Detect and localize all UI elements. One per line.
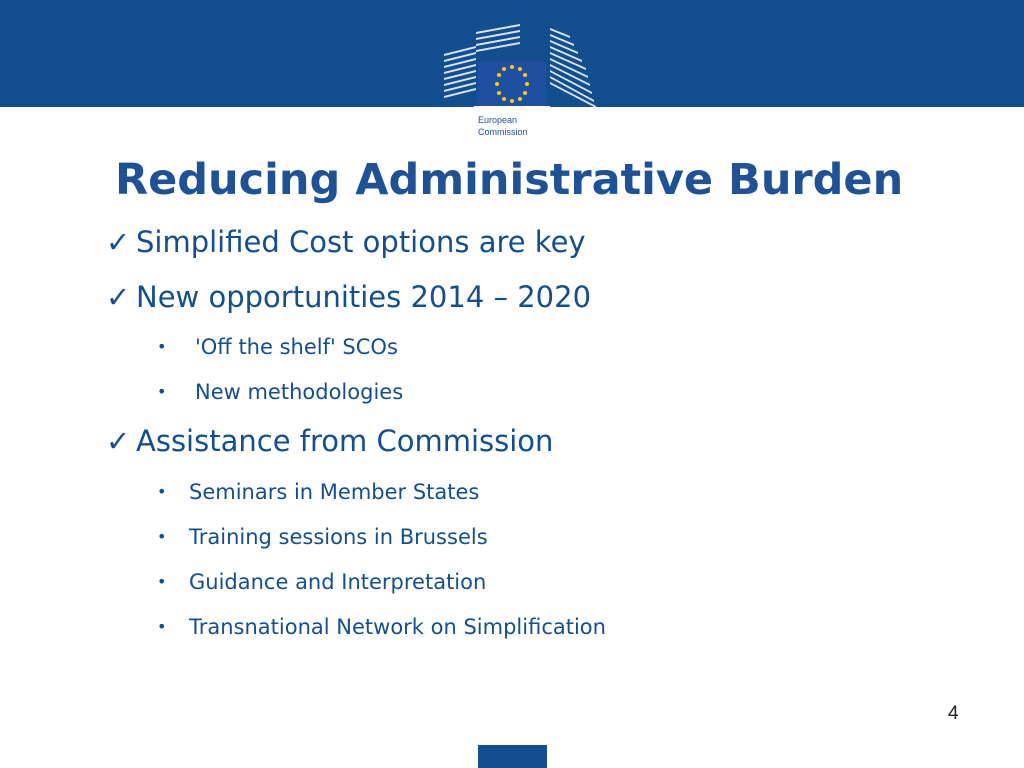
sub-bullet-item [157, 377, 403, 407]
bullet-icon: • [157, 617, 167, 636]
checklist-item [106, 222, 586, 262]
svg-text:European: European [478, 115, 518, 125]
checklist-item-text: New opportunities 2014 – 2020 [136, 280, 592, 314]
checklist-item [106, 421, 553, 461]
checklist-item-text: Assistance from Commission [136, 424, 554, 458]
sub-bullet-item [157, 522, 488, 552]
sub-bullet-text: 'Off the shelf' SCOs [195, 335, 398, 359]
sub-bullet-text: Seminars in Member States [189, 480, 480, 504]
sub-bullet-text: Guidance and Interpretation [189, 570, 487, 594]
checklist-item-text: Simplified Cost options are key [136, 225, 586, 259]
sub-bullet-text: Transnational Network on Simplification [189, 615, 606, 639]
bullet-icon: • [157, 572, 167, 591]
bullet-icon: • [157, 382, 167, 401]
sub-bullet-text: Training sessions in Brussels [189, 525, 488, 549]
checklist-item [106, 277, 591, 317]
check-icon: ✓ [106, 280, 131, 314]
bullet-icon: • [157, 337, 167, 356]
sub-bullet-item [157, 612, 606, 642]
footer-tab [478, 745, 547, 768]
page-number: 4 [948, 703, 959, 724]
bullet-icon: • [157, 527, 167, 546]
svg-text:Commission: Commission [478, 127, 528, 137]
sub-bullet-item [157, 477, 479, 507]
slide-title: Reducing Administrative Burden [115, 155, 904, 205]
eu-commission-logo [438, 22, 610, 146]
check-icon: ✓ [106, 424, 131, 458]
sub-bullet-item [157, 567, 486, 597]
bullet-icon: • [157, 482, 167, 501]
check-icon: ✓ [106, 225, 131, 259]
sub-bullet-text: New methodologies [195, 380, 404, 404]
sub-bullet-item [157, 332, 398, 362]
